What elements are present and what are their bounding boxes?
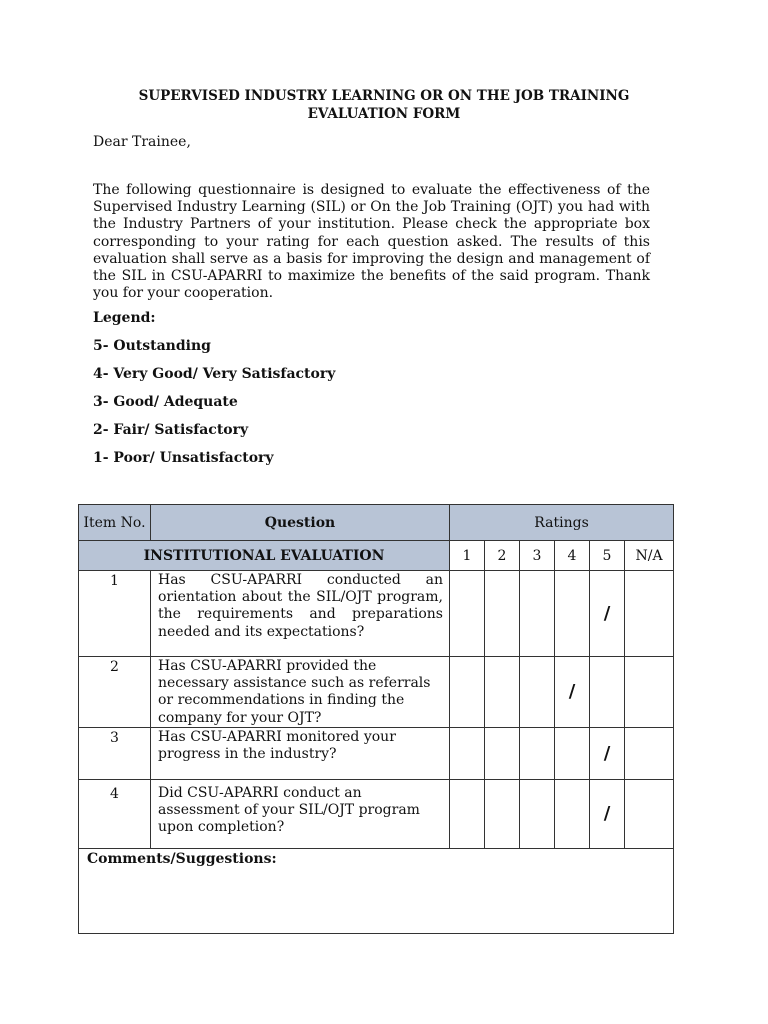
check-mark: / xyxy=(568,681,576,703)
legend-item-5: 5- Outstanding xyxy=(93,338,211,354)
comments-field[interactable] xyxy=(79,848,674,933)
rating-cell-na[interactable] xyxy=(625,657,674,728)
table-row xyxy=(79,779,674,848)
legend-item-3: 3- Good/ Adequate xyxy=(93,394,238,410)
section-title: INSTITUTIONAL EVALUATION xyxy=(79,541,450,571)
rating-cell-2[interactable] xyxy=(485,779,520,848)
rating-cell-4[interactable] xyxy=(555,571,590,657)
item-no-header: Item No. xyxy=(79,505,151,541)
rating-col-5: 5 xyxy=(590,541,625,571)
rating-col-4: 4 xyxy=(555,541,590,571)
question-text: Has CSU-APARRI monitored your progress in the industry? xyxy=(151,727,450,779)
rating-cell-1[interactable] xyxy=(450,727,485,779)
comments-label: Comments/Suggestions: xyxy=(87,850,277,867)
rating-col-na: N/A xyxy=(625,541,674,571)
rating-cell-2[interactable] xyxy=(485,657,520,728)
rating-cell-5[interactable] xyxy=(590,779,625,848)
rating-cell-3[interactable] xyxy=(520,571,555,657)
rating-col-3: 3 xyxy=(520,541,555,571)
salutation: Dear Trainee, xyxy=(93,134,191,150)
rating-cell-na[interactable] xyxy=(625,779,674,848)
ratings-header: Ratings xyxy=(450,505,674,541)
form-title-line-1: SUPERVISED INDUSTRY LEARNING OR ON THE JOB TRAINING xyxy=(138,88,630,104)
legend-title: Legend: xyxy=(93,310,156,326)
intro-paragraph: The following questionnaire is designed to evaluate the effectiveness of the Supervised Industry Learning (SIL) or On the Job Training (OJT) you had with the Industry Partners of your institution. Please check the appropriate box corresponding to your rating for each question asked. The results of this evaluation shall serve as a basis for improving the design and management of the SIL in CSU-APARRI to maximize the benefits of the said program. Thank you for your cooperation. xyxy=(93,182,650,302)
form-title-line-2: EVALUATION FORM xyxy=(307,106,461,122)
rating-cell-1[interactable] xyxy=(450,779,485,848)
rating-cell-5[interactable] xyxy=(590,727,625,779)
check-mark: / xyxy=(603,603,611,624)
rating-col-1: 1 xyxy=(450,541,485,571)
section-header-row xyxy=(79,541,674,571)
rating-cell-3[interactable] xyxy=(520,727,555,779)
rating-cell-3[interactable] xyxy=(520,779,555,848)
item-number: 3 xyxy=(79,727,151,779)
question-text: Did CSU-APARRI conduct an assessment of your SIL/OJT program upon completion? xyxy=(151,779,450,848)
table-row xyxy=(79,727,674,779)
rating-cell-2[interactable] xyxy=(485,727,520,779)
rating-col-2: 2 xyxy=(485,541,520,571)
rating-cell-3[interactable] xyxy=(520,657,555,728)
item-number: 4 xyxy=(79,779,151,848)
table-row xyxy=(79,657,674,728)
rating-cell-5[interactable] xyxy=(590,657,625,728)
table-row xyxy=(79,571,674,657)
legend-item-1: 1- Poor/ Unsatisfactory xyxy=(93,450,274,466)
table-header-row xyxy=(79,505,674,541)
rating-cell-2[interactable] xyxy=(485,571,520,657)
question-header: Question xyxy=(151,505,450,541)
rating-cell-4[interactable] xyxy=(555,727,590,779)
legend-item-4: 4- Very Good/ Very Satisfactory xyxy=(93,366,336,382)
item-number: 1 xyxy=(79,571,151,657)
rating-cell-1[interactable] xyxy=(450,657,485,728)
rating-cell-5[interactable] xyxy=(590,571,625,657)
comments-row xyxy=(79,848,674,933)
question-text: Has CSU-APARRI provided the necessary assistance such as referrals or recommendations in finding the company for your OJT? xyxy=(151,657,450,728)
evaluation-table xyxy=(78,504,674,934)
rating-cell-na[interactable] xyxy=(625,727,674,779)
rating-cell-4[interactable] xyxy=(555,657,590,728)
check-mark: / xyxy=(603,742,611,764)
question-text: Has CSU-APARRI conducted an orientation about the SIL/OJT program, the requirements and preparations needed and its expectations? xyxy=(151,571,450,657)
item-number: 2 xyxy=(79,657,151,728)
rating-cell-1[interactable] xyxy=(450,571,485,657)
rating-cell-4[interactable] xyxy=(555,779,590,848)
check-mark: / xyxy=(603,803,611,825)
rating-cell-na[interactable] xyxy=(625,571,674,657)
legend-item-2: 2- Fair/ Satisfactory xyxy=(93,422,249,438)
